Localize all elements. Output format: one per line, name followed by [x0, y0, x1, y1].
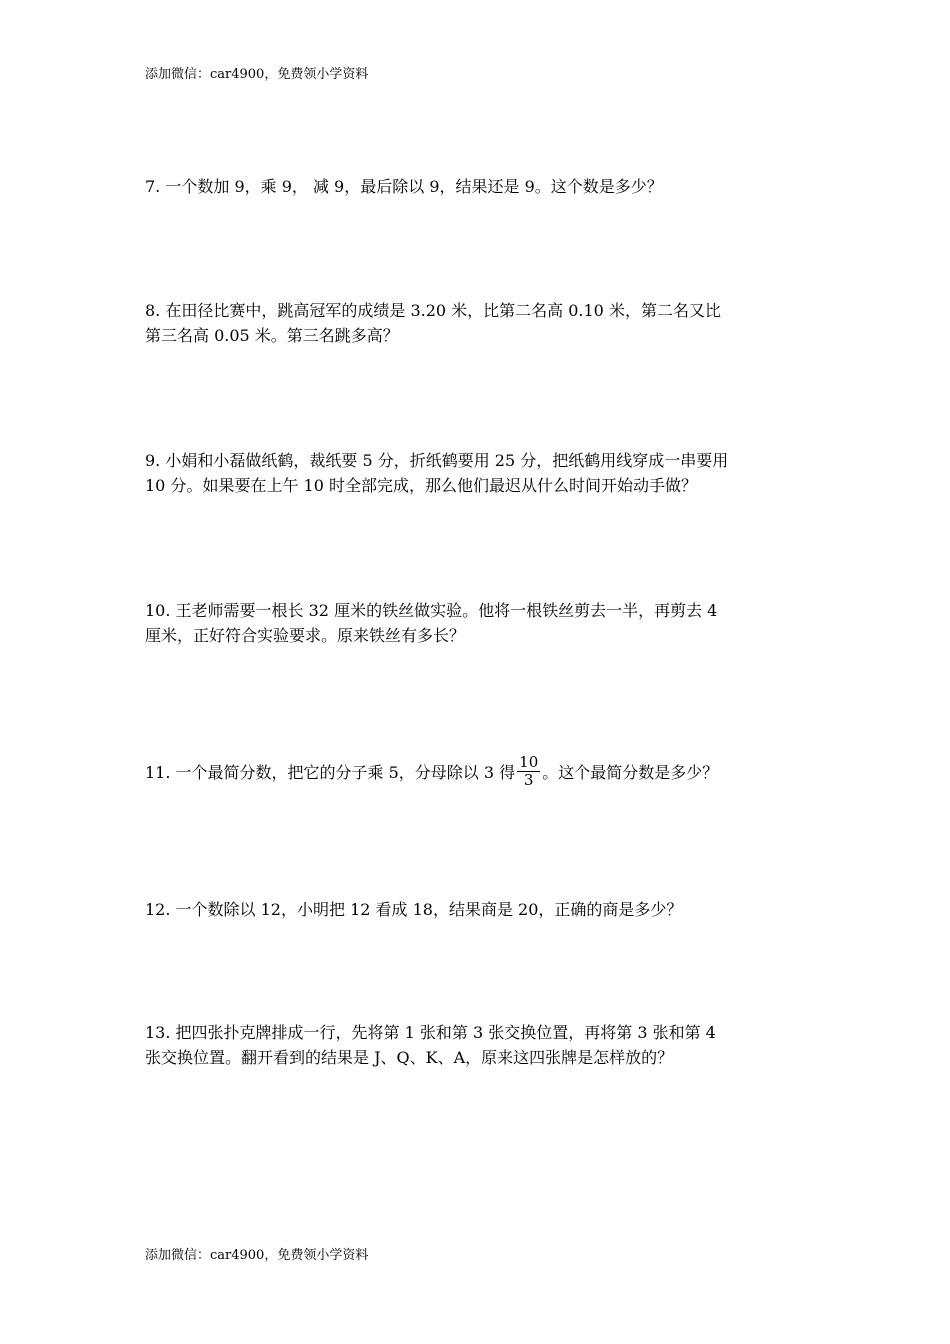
question-11-text-before: 11. 一个最简分数，把它的分子乘 5，分母除以 3 得 — [145, 763, 516, 782]
question-9-line-1: 9. 小娟和小磊做纸鹤，裁纸要 5 分，折纸鹤要用 25 分，把纸鹤用线穿成一串要用 — [145, 451, 729, 470]
question-8-line-2: 第三名高 0.05 米。第三名跳多高？ — [145, 326, 399, 345]
question-9 — [145, 448, 815, 498]
question-7-line-1: 7. 一个数加 9，乘 9， 减 9，最后除以 9，结果还是 9。这个数是多少？ — [145, 177, 663, 196]
question-10-line-2: 厘米，正好符合实验要求。原来铁丝有多长？ — [145, 626, 466, 645]
fraction-ten-thirds — [517, 754, 540, 789]
page-header-watermark: 添加微信：car4900，免费领小学资料 — [145, 67, 369, 82]
question-7 — [145, 174, 815, 199]
question-9-line-2: 10 分。如果要在上午 10 时全部完成，那么他们最迟从什么时间开始动手做？ — [145, 476, 697, 495]
page-footer-watermark: 添加微信：car4900，免费领小学资料 — [145, 1248, 369, 1263]
question-13 — [145, 1020, 815, 1070]
question-11-text-after: 。这个最简分数是多少？ — [542, 763, 719, 782]
fraction-numerator: 10 — [519, 753, 539, 771]
question-10 — [145, 598, 815, 648]
question-12 — [145, 897, 815, 922]
question-13-line-1: 13. 把四张扑克牌排成一行，先将第 1 张和第 3 张交换位置，再将第 3 张和第 4 — [145, 1023, 716, 1042]
question-11-line-1 — [145, 753, 815, 791]
question-8 — [145, 298, 815, 348]
question-11 — [145, 753, 815, 791]
question-12-line-1: 12. 一个数除以 12，小明把 12 看成 18，结果商是 20，正确的商是多少？ — [145, 900, 683, 919]
question-10-line-1: 10. 王老师需要一根长 32 厘米的铁丝做实验。他将一根铁丝剪去一半，再剪去 4 — [145, 601, 718, 620]
fraction-denominator: 3 — [523, 771, 534, 789]
question-8-line-1: 8. 在田径比赛中，跳高冠军的成绩是 3.20 米，比第二名高 0.10 米，第二名又比 — [145, 301, 721, 320]
question-13-line-2: 张交换位置。翻开看到的结果是 J、Q、K、A，原来这四张牌是怎样放的？ — [145, 1048, 674, 1067]
